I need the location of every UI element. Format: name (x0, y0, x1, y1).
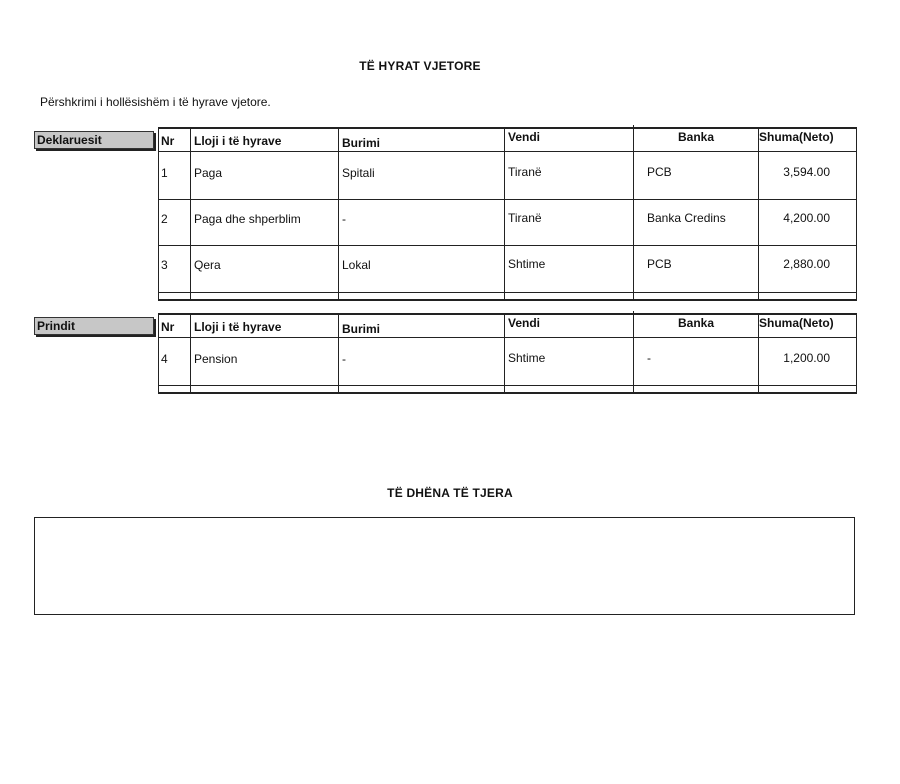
page-title: TË HYRAT VJETORE (359, 59, 481, 73)
col-header-place: Vendi (508, 316, 541, 330)
page-description: Përshkrimi i hollësishëm i të hyrave vjetore. (40, 95, 271, 109)
cell-amount: 1,200.00 (783, 351, 830, 365)
col-header-type: Lloji i të hyrave (194, 134, 282, 148)
cell-bank: PCB (647, 165, 672, 179)
section-label-prindit: Prindit (34, 317, 154, 335)
cell-nr: 3 (161, 258, 168, 272)
cell-bank: PCB (647, 257, 672, 271)
cell-place: Tiranë (508, 165, 542, 179)
col-header-place: Vendi (508, 130, 541, 144)
col-header-source: Burimi (342, 136, 381, 150)
cell-source: - (342, 352, 346, 366)
cell-type: Paga (194, 166, 223, 180)
cell-bank: - (647, 351, 651, 365)
cell-nr: 4 (161, 352, 168, 366)
cell-type: Paga dhe shperblim (194, 212, 301, 226)
cell-type: Pension (194, 352, 238, 366)
cell-source: Lokal (342, 258, 371, 272)
col-header-bank: Banka (677, 130, 715, 144)
cell-nr: 1 (161, 166, 168, 180)
cell-bank: Banka Credins (647, 211, 726, 225)
other-data-title: TË DHËNA TË TJERA (387, 486, 513, 500)
cell-source: Spitali (342, 166, 375, 180)
col-header-bank: Banka (677, 316, 715, 330)
cell-nr: 2 (161, 212, 168, 226)
col-header-amount: Shuma(Neto) (759, 316, 834, 330)
cell-type: Qera (194, 258, 221, 272)
col-header-nr: Nr (161, 134, 175, 148)
cell-amount: 3,594.00 (783, 165, 830, 179)
cell-place: Shtime (508, 257, 546, 271)
cell-place: Shtime (508, 351, 546, 365)
cell-source: - (342, 212, 346, 226)
other-data-box (34, 517, 855, 615)
cell-amount: 4,200.00 (783, 211, 830, 225)
col-header-source: Burimi (342, 322, 381, 336)
col-header-amount: Shuma(Neto) (759, 130, 834, 144)
cell-place: Tiranë (508, 211, 542, 225)
section-label-deklaruesit: Deklaruesit (34, 131, 154, 149)
col-header-type: Lloji i të hyrave (194, 320, 282, 334)
col-header-nr: Nr (161, 320, 175, 334)
cell-amount: 2,880.00 (783, 257, 830, 271)
